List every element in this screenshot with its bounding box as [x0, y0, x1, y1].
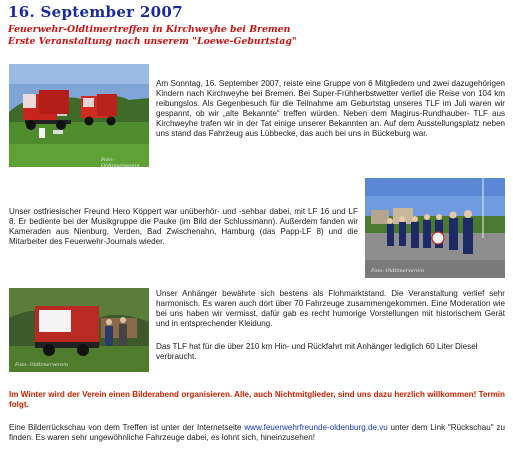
subtitle-first-event: Erste Veranstaltung nach unserem "Loewe-Geburtstag" [8, 36, 297, 47]
footer-text-after: unter dem Link "Rückschau" zu finden. Es waren sehr ungewöhnliche Fahrzeuge dabei, es lohnt sich, hineinzusehen! [9, 423, 505, 443]
footer-paragraph [9, 423, 505, 443]
footer-text-before: Eine Bilderrückschau von dem Treffen ist unter der Internetseite [9, 423, 245, 432]
trailer-market-image [9, 288, 149, 372]
subtitle-event: Feuerwehr-Oldtimertreffen in Kirchweyhe bei Bremen [8, 24, 291, 35]
photo-credit: Foto: Oldtimerverein [101, 157, 140, 167]
paragraph-trailer: Unser Anhänger bewährte sich bestens als Flohmarktstand. Die Veranstaltung verlief sehr harmonisch. Es waren auch dort über 70 Fahrzeuge zusammengekommen. Eine Moderation wie bei uns haben wir vermisst, dafür gab es recht humorige Vorstellungen mit historischem Gerät und in entsprechender Kleidung. [156, 289, 505, 329]
music-group-image [365, 178, 505, 278]
photo-credit: Foto: Oldtimerverein [15, 362, 69, 368]
photo-credit: Foto: Oldtimerverein [371, 268, 425, 274]
paragraph-trip: Am Sonntag, 16. September 2007, reiste eine Gruppe von 6 Mitgliedern und zwei dazugehörigen Kindern nach Kirchweyhe bei Bremen. Bei Super-Frühherbstwetter verlief die Reise von 104 km reibungslos. Als Gegenbesuch für die Teilnahme am Geburtstag unseres TLF im Juli waren wir gespannt, ob wir „alte Bekannte“ treffen würden. Neben dem Magirus-Rundhauber- TLF aus Kirchweyhe trafen wir in der Tat einige unserer Bekannten an. Auf dem Ausstellungsplatz neben uns stand das Fahrzeug aus Lübbecke, das auch bei uns in Bückeburg war. [156, 79, 505, 139]
photo-music-group [365, 178, 505, 278]
paragraph-fuel: Das TLF hat für die über 210 km Hin- und Rückfahrt mit Anhänger lediglich 60 Liter Diesel verbraucht. [156, 342, 478, 362]
fire-trucks-image [9, 64, 149, 167]
website-link[interactable]: www.feuerwehrfreunde-oldenburg.de.vu [244, 423, 388, 432]
page-title: 16. September 2007 [8, 3, 183, 21]
announcement-picture-evening: Im Winter wird der Verein einen Bilderabend organisieren. Alle, auch Nichtmitglieder, sind uns dazu herzlich willkommen! Termin folgt. [9, 390, 505, 410]
photo-fire-trucks [9, 64, 149, 167]
photo-trailer-market [9, 288, 149, 372]
paragraph-hero-koeppert: Unser ostfriesischer Freund Hero Köppert war unüberhör- und -sehbar dabei, mit LF 16 und LF 8. Er bediente bei der Musikgruppe die Pauke (im Bild der Schlussmann). Außerdem fanden wir Kameraden aus Nienburg, Verden, Bad Zwischenahn, Hamburg (das Papp-LF 8) und die Mitarbeiter des Feuerwehr-Journals wieder. [9, 207, 358, 247]
